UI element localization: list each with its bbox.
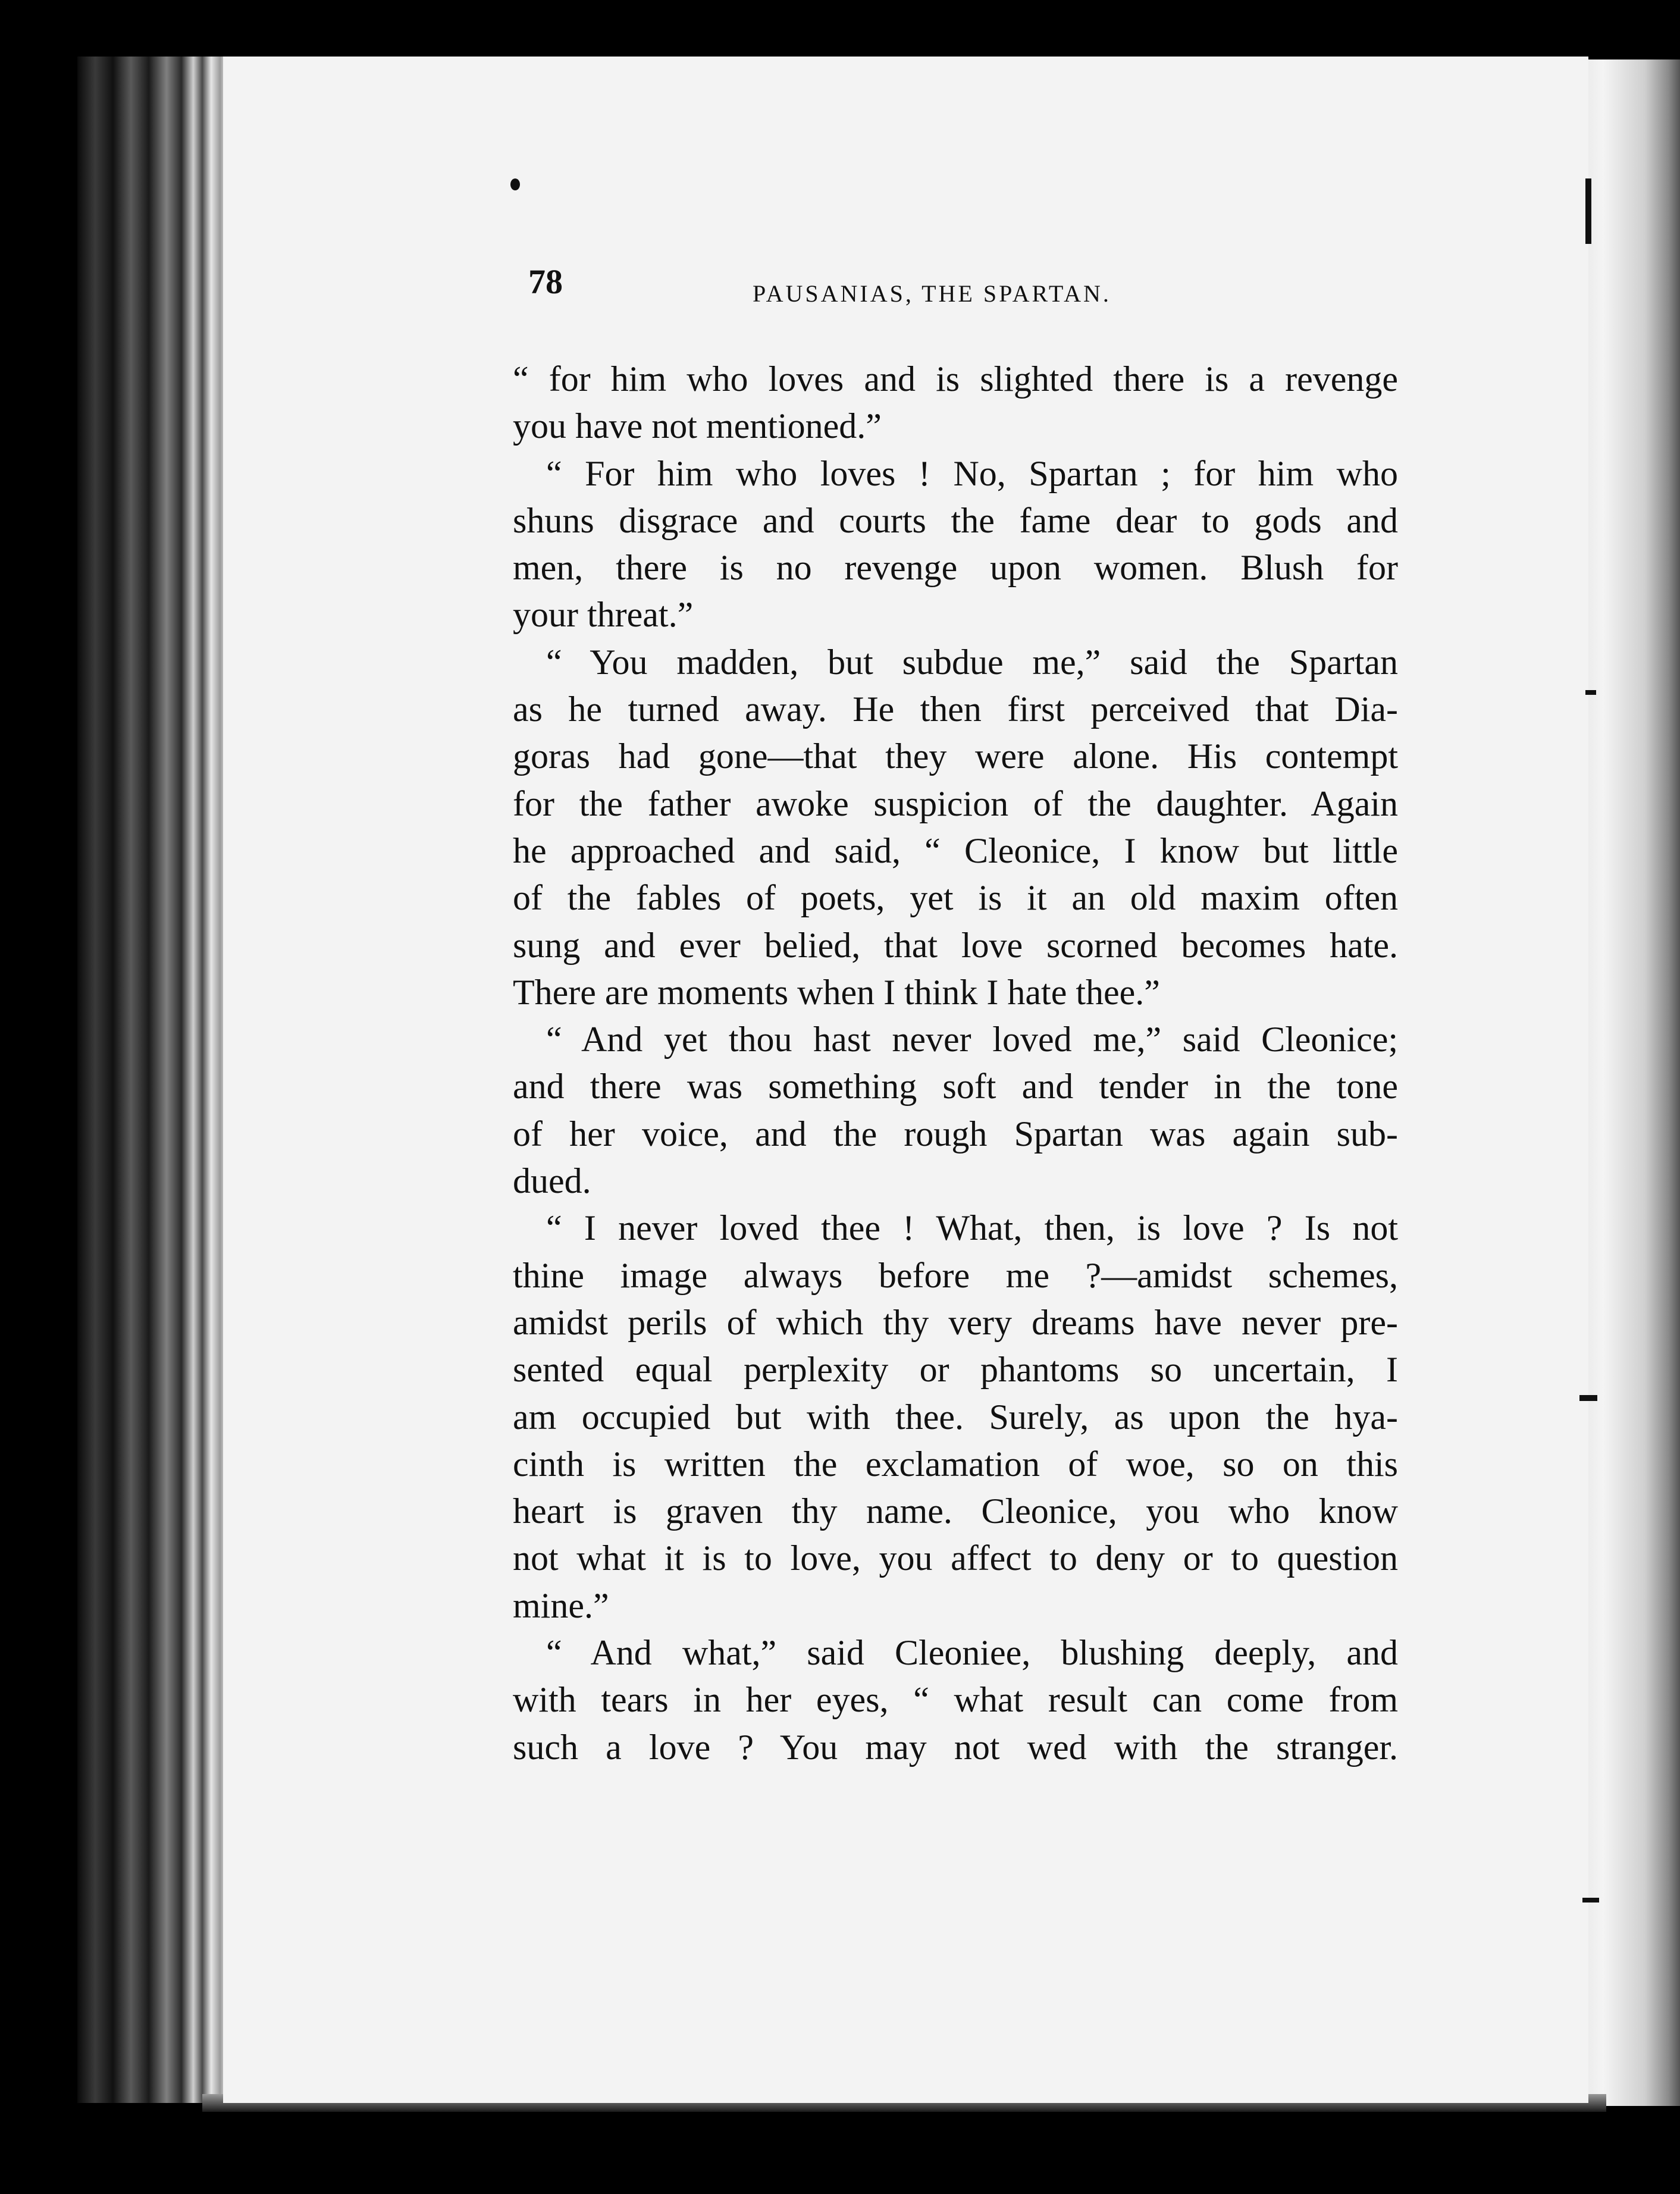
text-line: men, there is no revenge upon women. Blush for <box>513 548 1398 588</box>
facing-page-mark <box>1585 178 1591 244</box>
text-line: shuns disgrace and courts the fame dear to gods and <box>513 500 1398 540</box>
text-line: am occupied but with thee. Surely, as upon the hya- <box>513 1397 1398 1437</box>
text-line: cinth is written the exclamation of woe, so on this <box>513 1444 1398 1484</box>
text-line: of her voice, and the rough Spartan was again sub- <box>513 1114 1398 1154</box>
text-line: sented equal perplexity or phantoms so uncertain, I <box>513 1350 1398 1390</box>
facing-page-mark <box>1585 690 1596 695</box>
text-line: as he turned away. He then first perceived that Dia- <box>513 689 1398 729</box>
text-line: for the father awoke suspicion of the daughter. Again <box>513 783 1398 823</box>
text-line: “ For him who loves ! No, Spartan ; for him who <box>546 453 1398 493</box>
page-number: 78 <box>528 262 563 301</box>
text-line: not what it is to love, you affect to deny or to question <box>513 1538 1398 1578</box>
facing-page-mark <box>1579 1395 1597 1401</box>
text-line: mine.” <box>513 1585 609 1625</box>
facing-page-mark <box>1582 1898 1599 1902</box>
text-line: “ I never loved thee ! What, then, is love ? Is not <box>546 1208 1398 1248</box>
text-line: he approached and said, “ Cleonice, I know but little <box>513 830 1398 870</box>
text-line: heart is graven thy name. Cleonice, you who know <box>513 1491 1398 1531</box>
text-line: and there was something soft and tender in the tone <box>513 1067 1398 1107</box>
text-line: “ And yet thou hast never loved me,” said Cleonice; <box>546 1020 1398 1060</box>
running-head: PAUSANIAS, THE SPARTAN. <box>753 280 1111 307</box>
text-line: of the fables of poets, yet is it an old maxim often <box>513 878 1398 918</box>
text-line: There are moments when I think I hate thee.” <box>513 972 1160 1012</box>
facing-page-edge <box>1579 59 1680 2106</box>
text-line: “ You madden, but subdue me,” said the Spartan <box>546 642 1398 682</box>
text-line: thine image always before me ?—amidst schemes, <box>513 1255 1398 1295</box>
text-line: such a love ? You may not wed with the stranger. <box>513 1727 1398 1767</box>
book-fore-edge <box>77 57 226 2103</box>
text-line: “ for him who loves and is slighted there is a revenge <box>513 359 1398 399</box>
text-line: amidst perils of which thy very dreams have never pre- <box>513 1302 1398 1342</box>
body-text <box>513 356 1398 1771</box>
ink-speck <box>510 178 520 190</box>
text-line: dued. <box>513 1161 591 1201</box>
text-line: “ And what,” said Cleoniee, blushing deeply, and <box>546 1633 1398 1673</box>
text-line: with tears in her eyes, “ what result can come from <box>513 1680 1398 1720</box>
text-line: goras had gone—that they were alone. His contempt <box>513 736 1398 776</box>
text-line: sung and ever belied, that love scorned becomes hate. <box>513 925 1398 965</box>
text-line: your threat.” <box>513 595 694 635</box>
text-line: you have not mentioned.” <box>513 406 882 446</box>
